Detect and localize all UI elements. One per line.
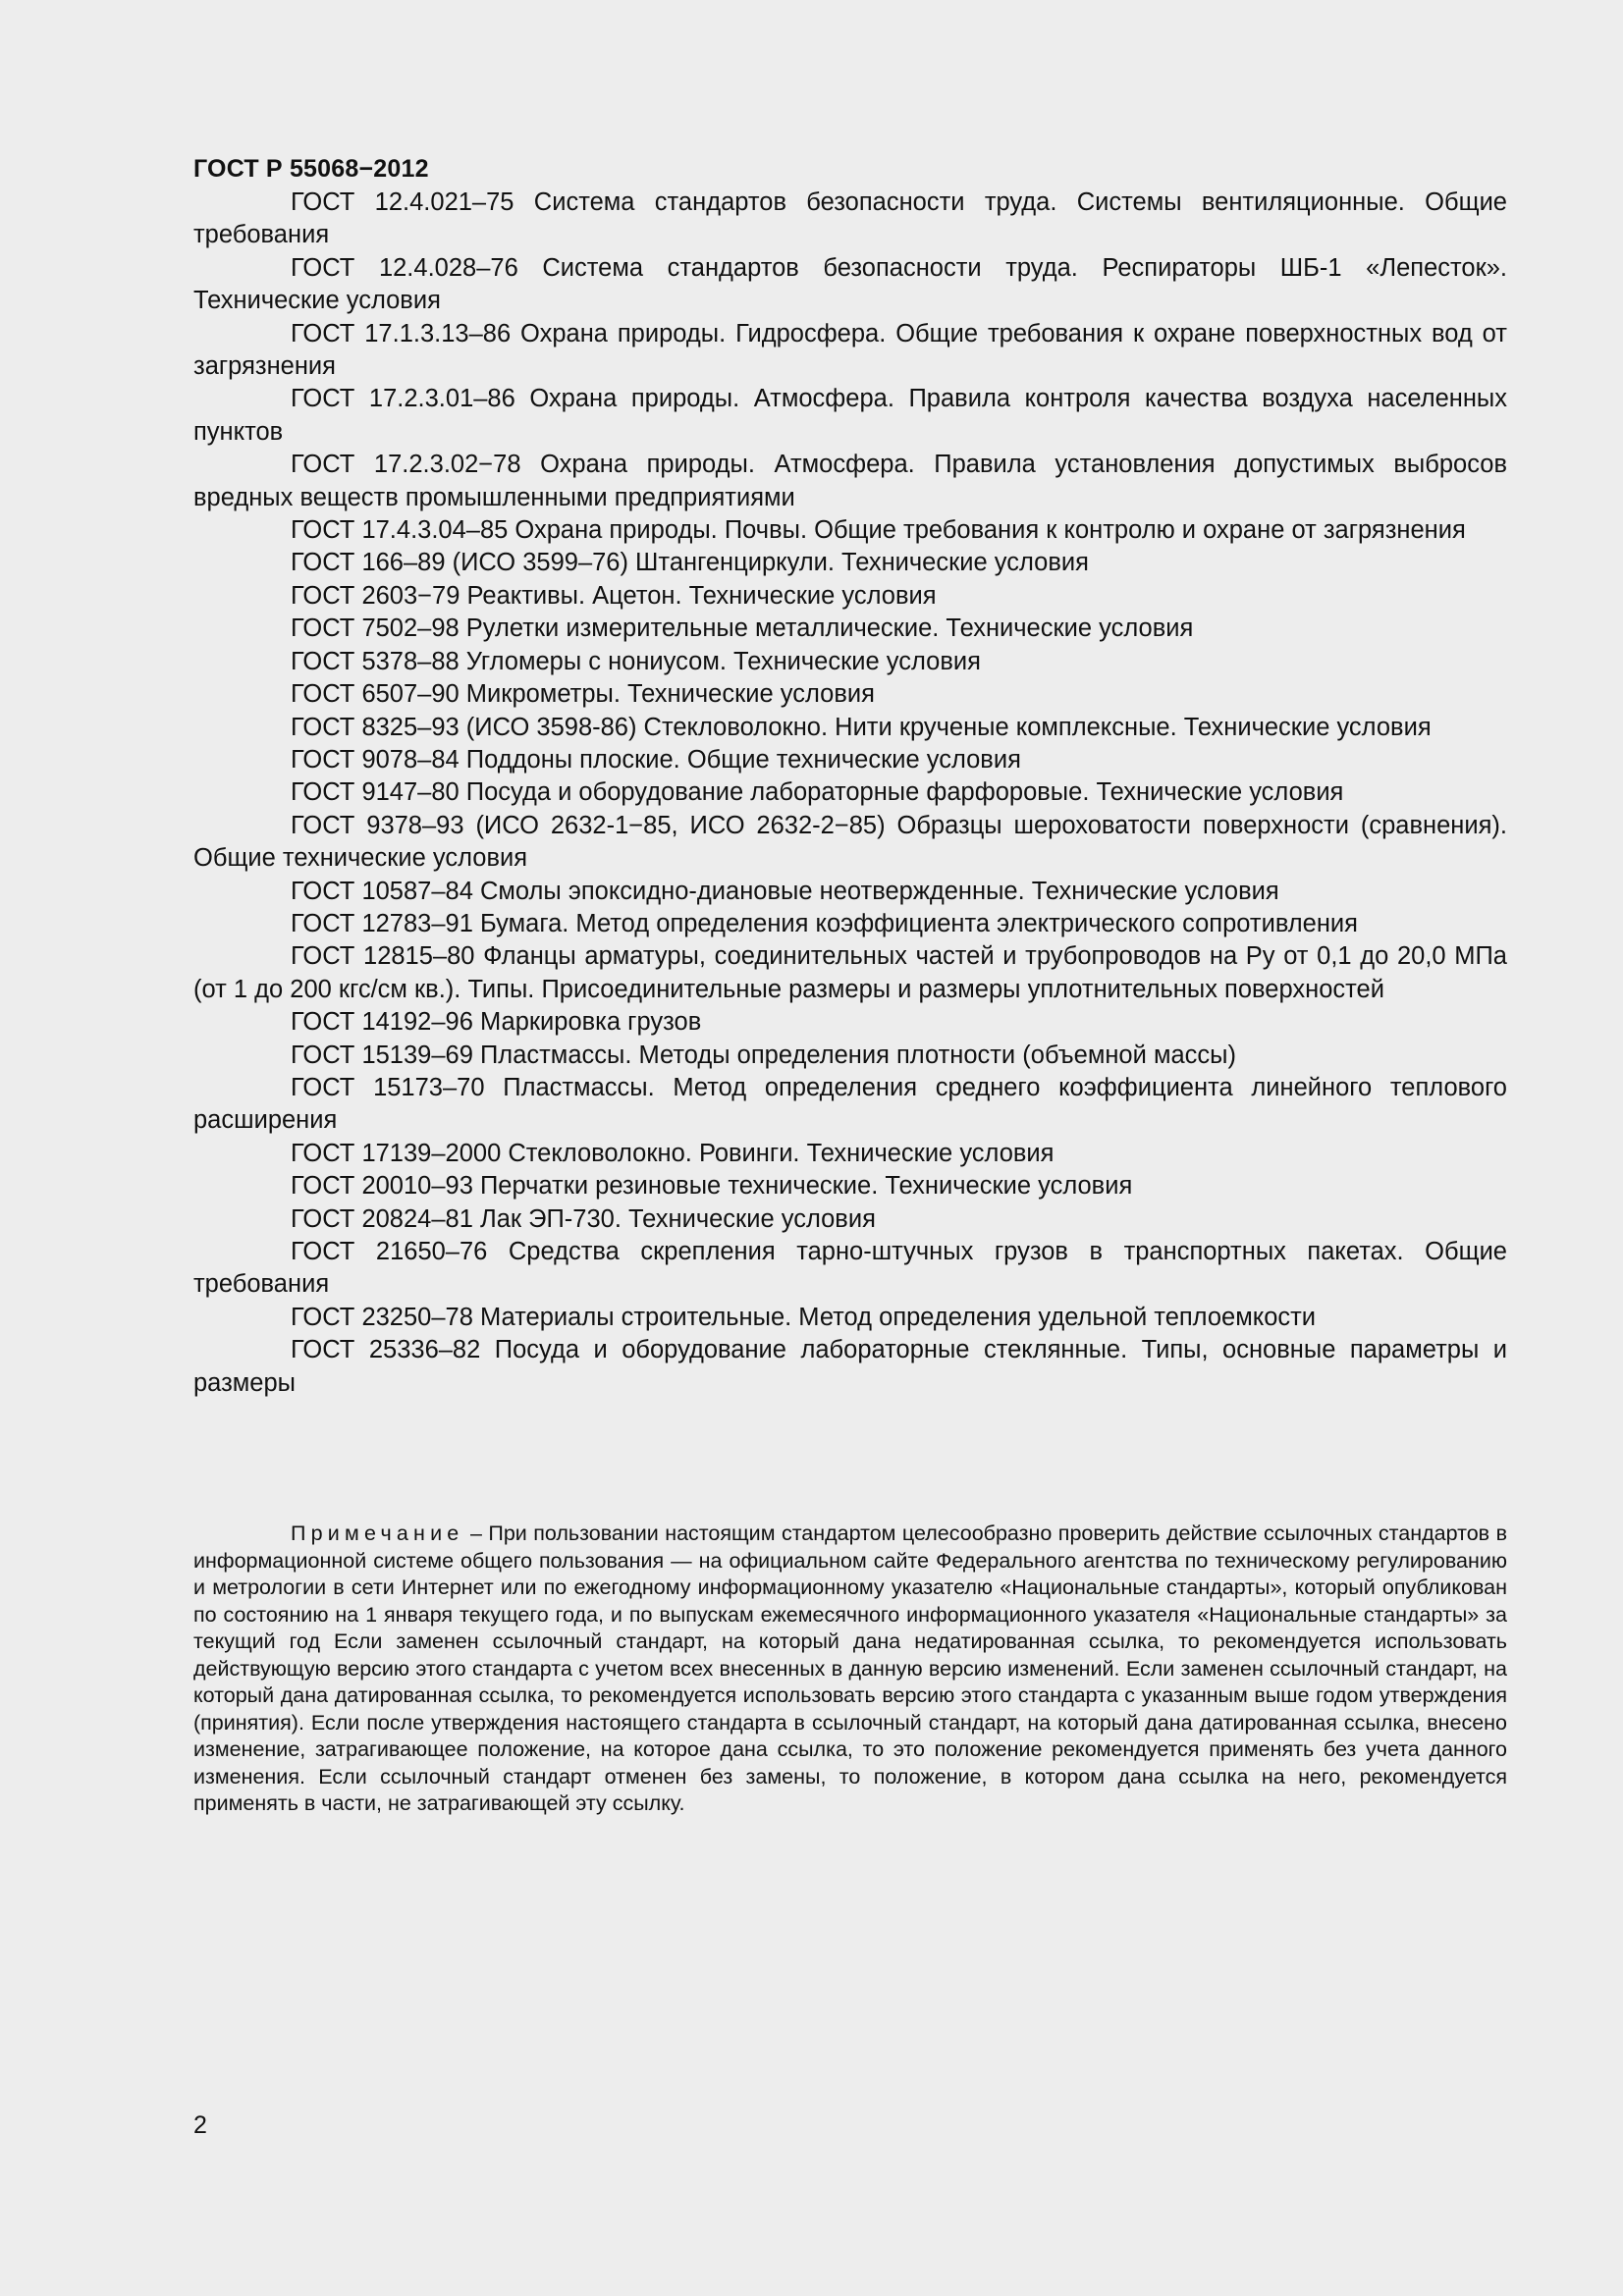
reference-item: ГОСТ 9147–80 Посуда и оборудование лабораторные фарфоровые. Технические условия [291,778,1344,807]
page-number: 2 [193,2111,207,2139]
reference-item: ГОСТ 20824–81 Лак ЭП-730. Технические условия [291,1204,876,1233]
reference-item: ГОСТ 166–89 (ИСО 3599–76) Штангенциркули. Технические условия [291,549,1089,577]
reference-item: ГОСТ 7502–98 Рулетки измерительные металлические. Технические условия [291,614,1194,643]
reference-item: ГОСТ 17.4.3.04–85 Охрана природы. Почвы. Общие требования к контролю и охране от загрязнения [291,516,1466,545]
reference-item: ГОСТ 17.1.3.13–86 Охрана природы. Гидросфера. Общие требования к охране поверхностных вод от загрязнения [193,319,1507,381]
reference-item: ГОСТ 9378–93 (ИСО 2632-1−85, ИСО 2632-2−85) Образцы шероховатости поверхности (сравнения). Общие технические условия [193,811,1507,873]
reference-item: ГОСТ 5378–88 Угломеры с нониусом. Технические условия [291,647,981,675]
reference-item: ГОСТ 2603−79 Реактивы. Ацетон. Технические условия [291,581,937,610]
reference-item: ГОСТ 9078–84 Поддоны плоские. Общие технические условия [291,745,1021,774]
note-label: Примечание [291,1522,464,1545]
document-header: ГОСТ Р 55068−2012 [193,155,429,183]
reference-item: ГОСТ 10587–84 Смолы эпоксидно-диановые неотвержденные. Технические условия [291,877,1279,905]
note-paragraph [193,1521,1507,1818]
normative-references-list [193,187,1507,1400]
reference-item: ГОСТ 17.2.3.01–86 Охрана природы. Атмосфера. Правила контроля качества воздуха населенных пунктов [193,385,1507,446]
reference-item: ГОСТ 12815–80 Фланцы арматуры, соединительных частей и трубопроводов на Ру от 0,1 до 20,0 МПа (от 1 до 200 кгс/см кв.). Типы. Присоединительные размеры и размеры уплотнительных поверхностей [193,942,1507,1003]
note-text: – При пользовании настоящим стандартом целесообразно проверить действие ссылочных стандартов в информационной системе общего пользования — на официальном сайте Федерального агентства по техническому регулированию и метрологии в сети Интернет или по ежегодному информационному указателю «Национальные стандарты», который опубликован по состоянию на 1 января текущего года, и по выпускам ежемесячного информационного указателя «Национальные стандарты» за текущий год Если заменен ссылочный стандарт, на который дана недатированная ссылка, то рекомендуется использовать действующую версию этого стандарта с учетом всех внесенных в данную версию изменений. Если заменен ссылочный стандарт, на который дана датированная ссылка, то рекомендуется использовать версию этого стандарта с указанным выше годом утверждения (принятия). Если после утверждения настоящего стандарта в ссылочный стандарт, на который дана датированная ссылка, внесено изменение, затрагивающее положение, на которое дана ссылка, то это положение рекомендуется применять без учета данного изменения. Если ссылочный стандарт отменен без замены, то положение, в котором дана ссылка на него, рекомендуется применять в части, не затрагивающей эту ссылку. [193,1522,1507,1815]
reference-item: ГОСТ 15173–70 Пластмассы. Метод определения среднего коэффициента линейного теплового расширения [193,1073,1507,1135]
reference-item: ГОСТ 12.4.028–76 Система стандартов безопасности труда. Респираторы ШБ-1 «Лепесток». Технические условия [193,253,1507,315]
reference-item: ГОСТ 17139–2000 Стекловолокно. Ровинги. Технические условия [291,1139,1055,1167]
reference-item: ГОСТ 12.4.021–75 Система стандартов безопасности труда. Системы вентиляционные. Общие требования [193,188,1507,249]
reference-item: ГОСТ 17.2.3.02−78 Охрана природы. Атмосфера. Правила установления допустимых выбросов вредных веществ промышленными предприятиями [193,451,1507,511]
reference-item: ГОСТ 21650–76 Средства скрепления тарно-штучных грузов в транспортных пакетах. Общие требования [193,1238,1507,1299]
reference-item: ГОСТ 23250–78 Материалы строительные. Метод определения удельной теплоемкости [291,1303,1317,1331]
reference-item: ГОСТ 15139–69 Пластмассы. Методы определения плотности (объемной массы) [291,1041,1236,1069]
reference-item: ГОСТ 14192–96 Маркировка грузов [291,1008,702,1037]
reference-item: ГОСТ 25336–82 Посуда и оборудование лабораторные стеклянные. Типы, основные параметры и размеры [193,1336,1507,1397]
reference-item: ГОСТ 20010–93 Перчатки резиновые технические. Технические условия [291,1172,1133,1201]
reference-item: ГОСТ 6507–90 Микрометры. Технические условия [291,680,875,709]
reference-item: ГОСТ 8325–93 (ИСО 3598-86) Стекловолокно. Нити крученые комплексные. Технические условия [291,713,1432,741]
reference-item: ГОСТ 12783–91 Бумага. Метод определения коэффициента электрического сопротивления [291,909,1358,937]
